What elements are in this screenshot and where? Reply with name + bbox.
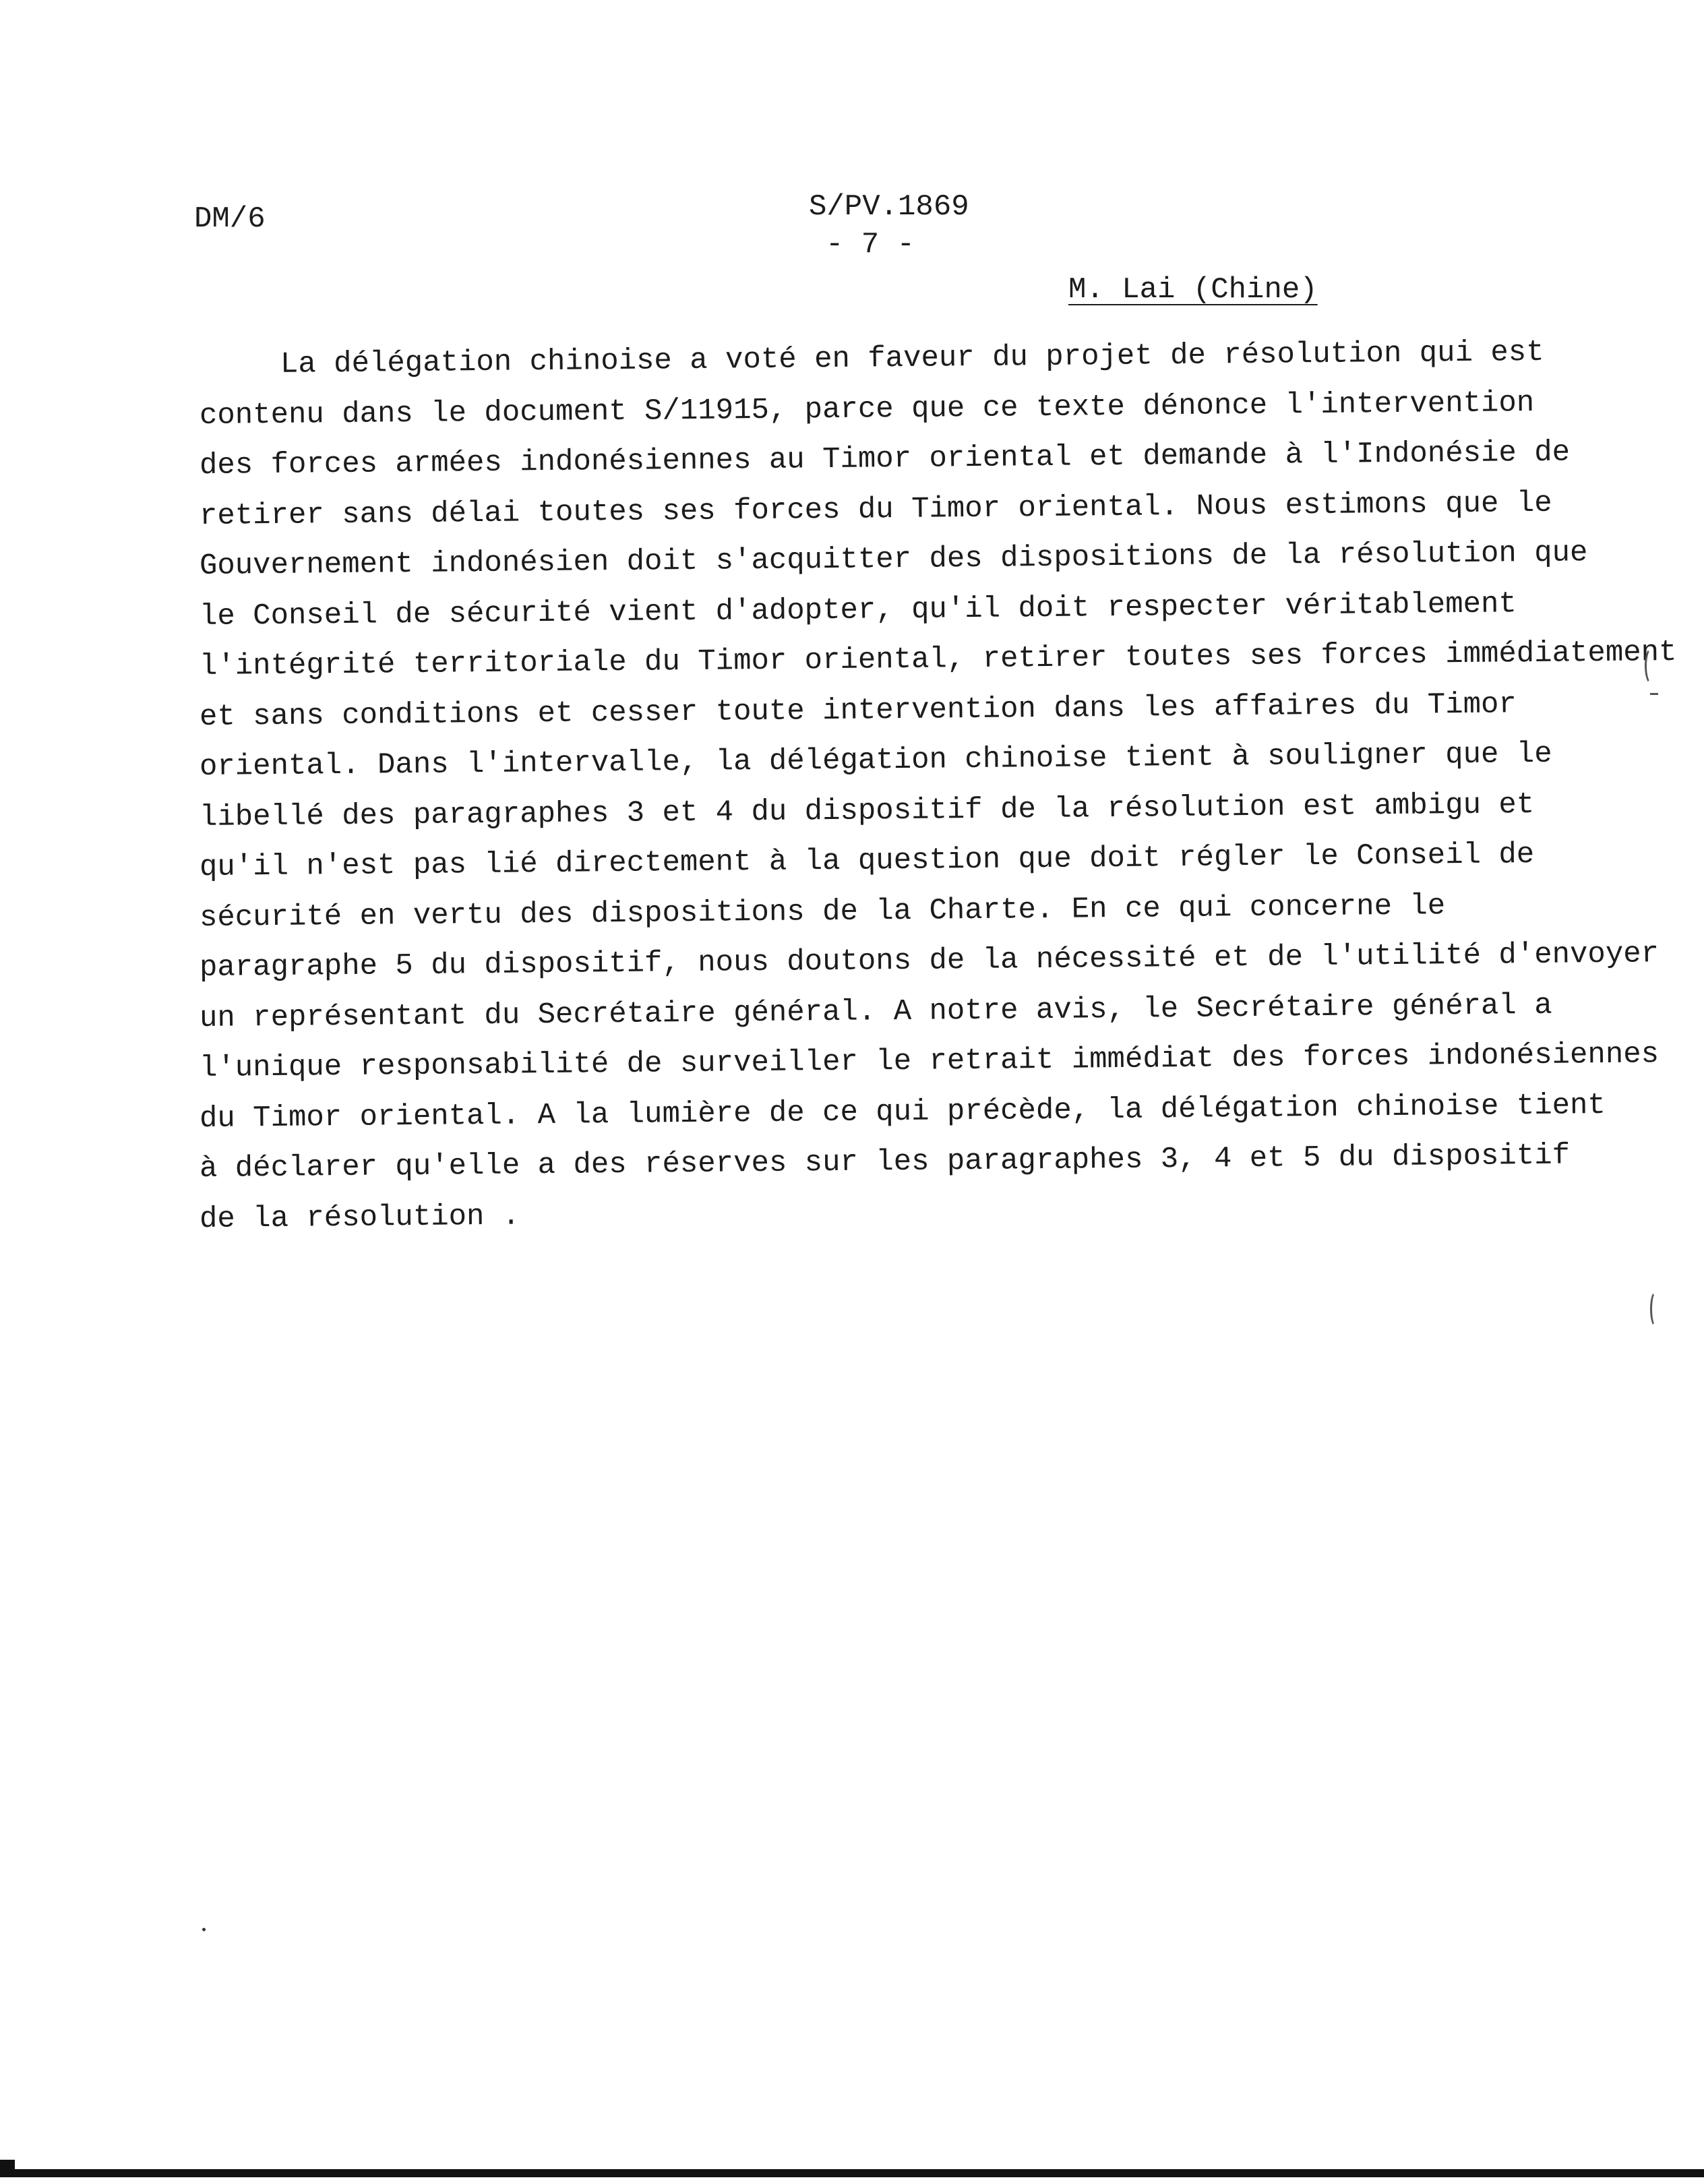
statement-paragraph xyxy=(199,335,1677,1244)
paragraph-line: du Timor oriental. A la lumière de ce qui précède, la délégation chinoise tient xyxy=(199,1088,1606,1136)
margin-tick-mark xyxy=(1650,693,1658,695)
scan-bottom-edge xyxy=(0,2169,1704,2177)
paragraph-line: un représentant du Secrétaire général. A notre avis, le Secrétaire général a xyxy=(199,988,1552,1035)
paragraph-line: de la résolution . xyxy=(199,1199,520,1236)
page-number: - 7 - xyxy=(826,228,915,262)
document-symbol: S/PV.1869 xyxy=(809,190,969,224)
paragraph-line: à déclarer qu'elle a des réserves sur les paragraphes 3, 4 et 5 du dispositif xyxy=(199,1139,1571,1186)
paragraph-line: et sans conditions et cesser toute intervention dans les affaires du Timor xyxy=(199,687,1517,734)
paragraph-line: Gouvernement indonésien doit s'acquitter des dispositions de la résolution que xyxy=(199,536,1588,583)
speaker-name: M. Lai (Chine) xyxy=(1068,273,1318,307)
paragraph-line: des forces armées indonésiennes au Timor oriental et demande à l'Indonésie de xyxy=(199,435,1571,483)
paragraph-line: le Conseil de sécurité vient d'adopter, qu'il doit respecter véritablement xyxy=(199,586,1517,634)
paragraph-line: retirer sans délai toutes ses forces du Timor oriental. Nous estimons que le xyxy=(199,486,1552,533)
paragraph-line: contenu dans le document S/11915, parce que ce texte dénonce l'intervention xyxy=(199,386,1535,433)
paragraph-line: oriental. Dans l'intervalle, la délégation chinoise tient à souligner que le xyxy=(199,737,1552,784)
paragraph-line: La délégation chinoise a voté en faveur du projet de résolution qui est xyxy=(280,335,1544,382)
job-code: DM/6 xyxy=(194,202,266,236)
paragraph-line: sécurité en vertu des dispositions de la Charte. En ce qui concerne le xyxy=(199,888,1446,935)
paragraph-line: l'intégrité territoriale du Timor oriental, retirer toutes ses forces immédiatement xyxy=(199,635,1677,684)
paragraph-line: l'unique responsabilité de surveiller le retrait immédiat des forces indonésiennes xyxy=(199,1037,1660,1085)
paragraph-line: qu'il n'est pas lié directement à la question que doit régler le Conseil de xyxy=(199,837,1535,884)
paragraph-line: paragraphe 5 du dispositif, nous doutons de la nécessité et de l'utilité d'envoyer xyxy=(199,937,1660,985)
margin-bracket-mark xyxy=(1645,647,1659,685)
paragraph-line: libellé des paragraphes 3 et 4 du dispositif de la résolution est ambigu et xyxy=(199,787,1535,835)
margin-bracket-mark xyxy=(1650,1291,1662,1327)
scan-corner-edge xyxy=(0,2160,15,2177)
scan-speck xyxy=(202,1928,206,1931)
